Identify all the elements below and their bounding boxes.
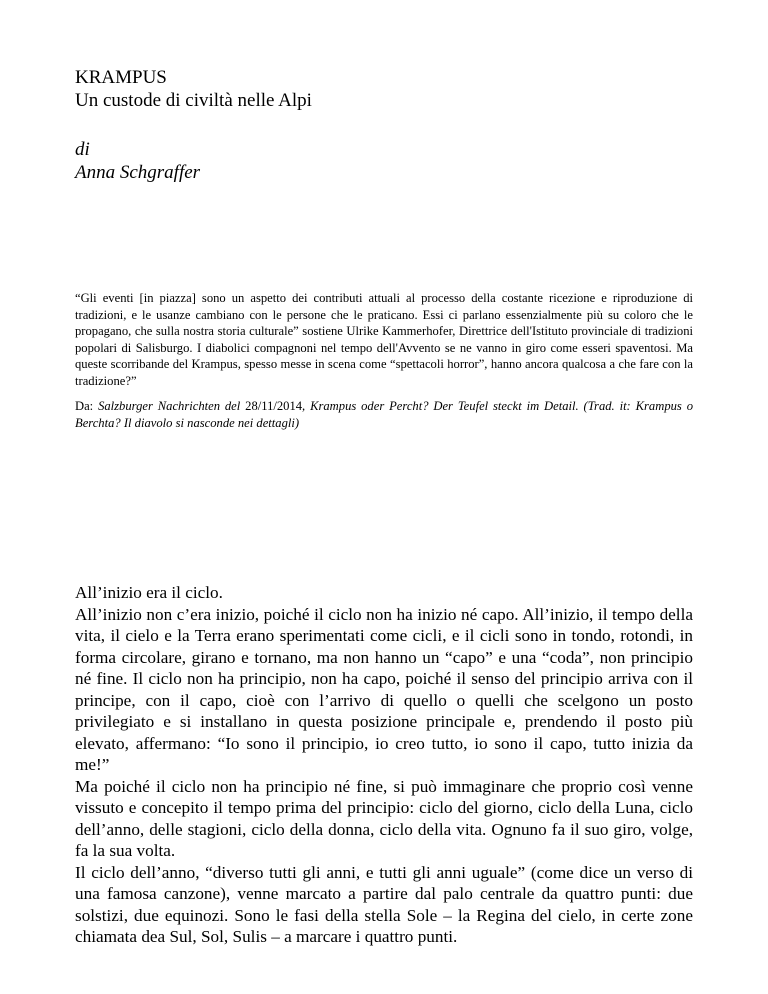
body-paragraph: Il ciclo dell’anno, “diverso tutti gli anni, e tutti gli anni uguale” (come dice un verso di una famosa canzone), venne marcato a partire dal palo centrale da quattro punti: due solstizi, due equinozi. Sono le fasi della stella Sole – la Regina del cielo, in certe zone chiamata dea Sul, Sol, Sulis – a marcare i quattro punti. — [75, 862, 693, 946]
body-paragraph: All’inizio era il ciclo. — [75, 583, 223, 602]
body-paragraph: All’inizio non c’era inizio, poiché il ciclo non ha inizio né capo. All’inizio, il tempo della vita, il cielo e la Terra erano sperimentati come cicli, e il cicli sono in tondo, rotondi, in forma circolare, girano e tornano, ma non hanno un “capo” e una “coda”, non principio né fine. Il ciclo non ha principio, non ha capo, poiché il senso del principio arriva con il principe, con il capo, cioè con l’arrivo di quello o quelli che scelgono un posto privilegiato e si installano in questa posizione principale e, prendendo il posto più elevato, affermano: “Io sono il principio, io creo tutto, io sono il capo, tutto inizia da me!” — [75, 604, 693, 774]
source-date: 28/11/2014 — [245, 399, 303, 413]
source-citation — [75, 398, 693, 431]
epigraph-quote: “Gli eventi [in piazza] sono un aspetto dei contributi attuali al processo della costante ricezione e riproduzione di tradizioni, e le usanze cambiano con le persone che le praticano. Essi ci parlano essenzialmente più su coloro che le propagano, che sulla nostra storia culturale” sostiene Ulrike Kammerhofer, Direttrice dell'Istituto provinciale di tradizioni popolari di Salisburgo. I diabolici compagnoni nel tempo dell'Avvento se ne vanno in giro come esseri spaventosi. Ma queste scorribande del Krampus, spesso messe in scena come “spettacoli horror”, hanno ancora qualcosa a che fare con la tradizione?” — [75, 291, 693, 388]
source-prefix: Da: — [75, 399, 99, 413]
document-subtitle: Un custode di civiltà nelle Alpi — [75, 90, 312, 111]
byline-di: di — [75, 139, 90, 160]
title-block — [75, 66, 312, 112]
body-text — [75, 582, 693, 948]
byline — [75, 138, 200, 184]
document-title: KRAMPUS — [75, 67, 167, 88]
source-publication: Salzburger Nachrichten del — [98, 399, 246, 413]
body-paragraph: Ma poiché il ciclo non ha principio né fine, si può immaginare che proprio così venne vissuto e concepito il tempo prima del principio: ciclo del giorno, ciclo della Luna, ciclo dell’anno, delle stagioni, ciclo della donna, ciclo della vita. Ognuno fa il suo giro, volge, fa la sua volta. — [75, 776, 693, 860]
source-separator: , — [302, 399, 311, 413]
author-name: Anna Schgraffer — [75, 162, 201, 183]
source-article-title: Krampus oder Percht? Der Teufel steckt im Detail. (Trad. it: Krampus o Berchta? Il diavolo si nasconde nei dettagli) — [75, 399, 693, 430]
